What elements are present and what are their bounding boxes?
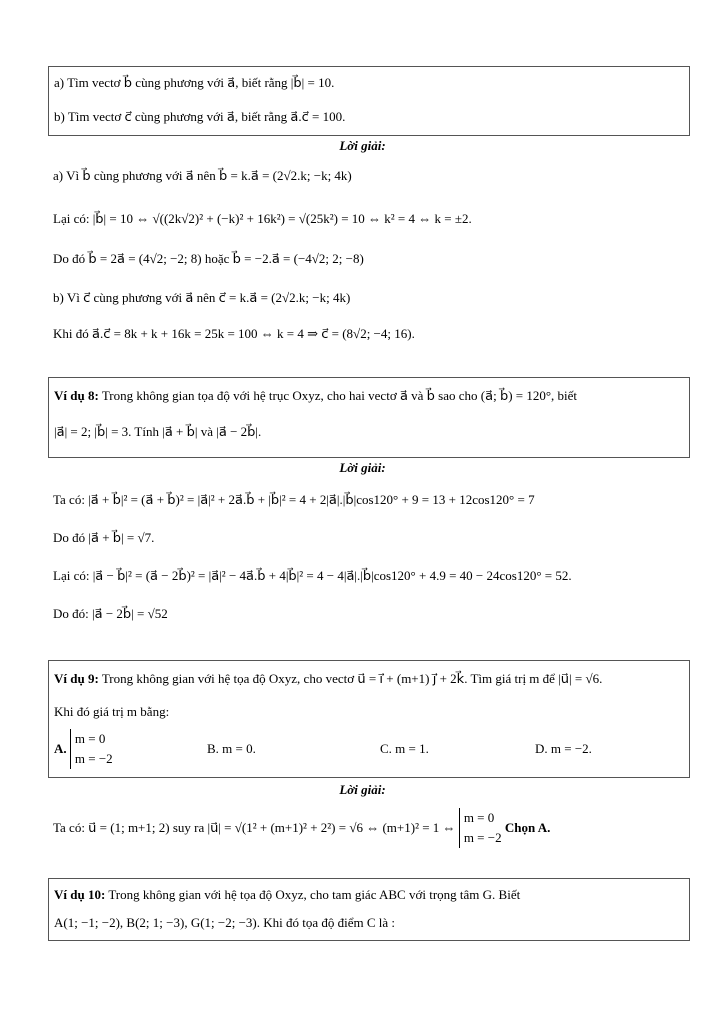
example-9-line-2: Khi đó giá trị m bằng: [54, 704, 170, 719]
option-a-label: A. [54, 741, 67, 756]
solution-system [459, 808, 502, 848]
solution-line: Lại có: |a⃗ − b⃗|² = (a⃗ − 2b⃗)² = |a⃗|² − 4a⃗.b⃗ + 4|b⃗|² = 4 − 4|a⃗|.|b⃗|cos120° + 4.9 = 40 − 24cos120° = 52. [53, 568, 572, 583]
option-a [54, 729, 113, 769]
solution-text: Ta có: u⃗ = (1; m+1; 2) suy ra |u⃗| = √(1² + (m+1)² + 2²) = √6 ⇔ (m+1)² = 1 ⇔ [53, 820, 456, 835]
solution-line: a) Vì b⃗ cùng phương với a⃗ nên b⃗ = k.a⃗ = (2√2.k; −k; 4k) [53, 168, 352, 183]
solution-line: Lại có: |b⃗| = 10 ⇔ √((2k√2)² + (−k)² + 16k²) = √(25k²) = 10 ⇔ k² = 4 ⇔ k = ±2. [53, 211, 472, 226]
example-9-box [48, 660, 690, 778]
solution-line: Do đó: |a⃗ − 2b⃗| = √52 [53, 606, 168, 621]
solution-line: Ta có: |a⃗ + b⃗|² = (a⃗ + b⃗)² = |a⃗|² + 2a⃗.b⃗ + |b⃗|² = 4 + 2|a⃗|.|b⃗|cos120° + 9 = 13 + 12cos120° = 7 [53, 492, 535, 507]
example-label: Ví dụ 9: [54, 671, 99, 686]
solution-heading: Lời giải: [339, 782, 386, 797]
solution-heading: Lời giải: [339, 138, 386, 153]
option-d: D. m = −2. [535, 741, 592, 756]
answer-choice: Chọn A. [504, 820, 551, 835]
example-8-line-2: |a⃗| = 2; |b⃗| = 3. Tính |a⃗ + b⃗| và |a⃗ − 2b⃗|. [54, 424, 262, 439]
example-10-line-1 [54, 887, 520, 903]
solution-line: Do đó b⃗ = 2a⃗ = (4√2; −2; 8) hoặc b⃗ = −2.a⃗ = (−4√2; 2; −8) [53, 251, 364, 266]
problem-box-1 [48, 66, 690, 136]
option-a-case-2: m = −2 [74, 751, 113, 766]
option-a-case-1: m = 0 [74, 731, 106, 746]
example-label: Ví dụ 8: [54, 388, 99, 403]
example-10-line-2: A(1; −1; −2), B(2; 1; −3), G(1; −2; −3). Khi đó tọa độ điểm C là : [54, 915, 396, 930]
option-a-system [70, 729, 113, 769]
example-8-line-1 [54, 388, 577, 404]
example-label: Ví dụ 10: [54, 887, 106, 902]
example-text: Trong không gian với hệ tọa độ Oxyz, cho tam giác ABC với trọng tâm G. Biết [108, 887, 521, 902]
solution-case-2: m = −2 [463, 830, 502, 845]
solution-line: Do đó |a⃗ + b⃗| = √7. [53, 530, 155, 545]
solution-line [53, 808, 550, 848]
problem-part-b: b) Tìm vectơ c⃗ cùng phương với a⃗, biết rằng a⃗.c⃗ = 100. [54, 109, 346, 124]
solution-case-1: m = 0 [463, 810, 495, 825]
option-b: B. m = 0. [207, 741, 256, 756]
example-text: Trong không gian tọa độ với hệ trục Oxyz, cho hai vectơ a⃗ và b⃗ sao cho (a⃗; b⃗) = 120°, biết [101, 388, 578, 403]
solution-heading: Lời giải: [339, 460, 386, 475]
example-8-box [48, 377, 690, 458]
solution-line: b) Vì c⃗ cùng phương với a⃗ nên c⃗ = k.a⃗ = (2√2.k; −k; 4k) [53, 290, 351, 305]
solution-line: Khi đó a⃗.c⃗ = 8k + k + 16k = 25k = 100 ⇔ k = 4 ⇒ c⃗ = (8√2; −4; 16). [53, 326, 415, 341]
example-10-box [48, 878, 690, 941]
example-9-line-1 [54, 671, 602, 687]
problem-part-a: a) Tìm vectơ b⃗ cùng phương với a⃗, biết rằng |b⃗| = 10. [54, 75, 335, 90]
example-text: Trong không gian với hệ tọa độ Oxyz, cho vectơ u⃗ = i⃗ + (m+1) j⃗ + 2k⃗. Tìm giá trị m để |u⃗| = √6. [101, 671, 603, 686]
option-c: C. m = 1. [380, 741, 429, 756]
